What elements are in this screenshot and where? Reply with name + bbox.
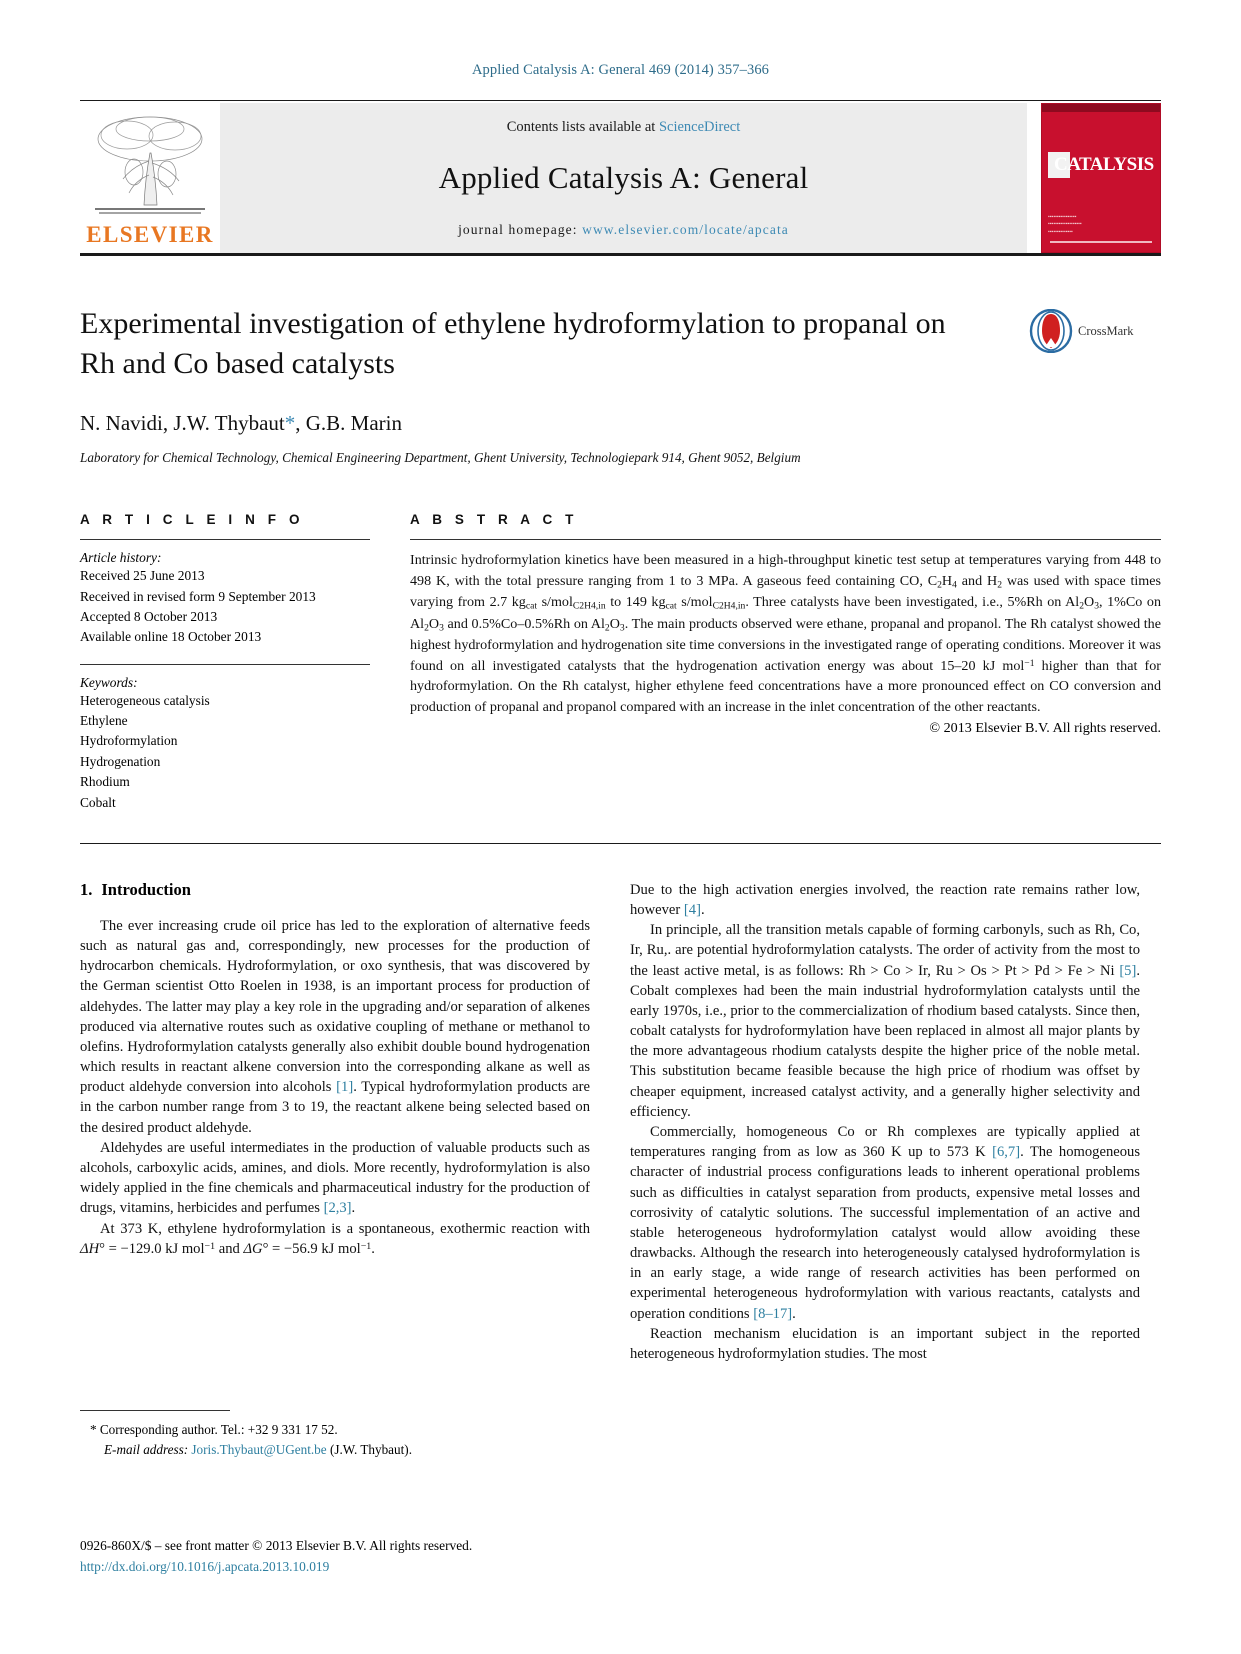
- gibbs-value: = −56.9 kJ mol: [268, 1240, 361, 1257]
- keyword-item: Hydrogenation: [80, 753, 161, 769]
- txt: H: [941, 572, 953, 589]
- journal-title: Applied Catalysis A: General: [438, 159, 809, 195]
- paragraph: [630, 920, 1140, 1122]
- keyword-item: Heterogeneous catalysis: [80, 692, 210, 708]
- cover-title-text: CATALYSIS: [1054, 154, 1154, 175]
- elsevier-logo: [80, 103, 220, 253]
- right-column: [630, 880, 1140, 1460]
- history-accepted: Accepted 8 October 2013: [80, 608, 218, 624]
- masthead-bottom-rule: [80, 253, 1161, 256]
- history-revised: Received in revised form 9 September 2013: [80, 588, 316, 604]
- txt: O: [428, 615, 440, 632]
- citation-link[interactable]: [6,7]: [992, 1144, 1021, 1161]
- authors-tail: , G.B. Marin: [295, 411, 402, 436]
- section-heading-introduction: [80, 880, 590, 900]
- abstract-copyright: © 2013 Elsevier B.V. All rights reserved.: [929, 719, 1161, 736]
- sub: C2H4,in: [712, 600, 746, 612]
- article-info-heading: A R T I C L E I N F O: [80, 512, 305, 528]
- running-head: Applied Catalysis A: General 469 (2014) 357–366: [471, 62, 770, 78]
- txt: O: [609, 615, 620, 632]
- affiliation: Laboratory for Chemical Technology, Chemical Engineering Department, Ghent University, Technologiepark 914, Ghent 9052, Belgium: [80, 450, 801, 466]
- elsevier-tree-icon: [87, 109, 213, 221]
- journal-homepage-link[interactable]: www.elsevier.com/locate/apcata: [582, 221, 789, 237]
- sub: C2H4,in: [572, 600, 606, 612]
- footnote-block: [80, 1410, 590, 1460]
- sub: cat: [665, 600, 677, 612]
- sub: 2: [604, 622, 610, 634]
- cover-bottom-line: [1050, 241, 1152, 243]
- txt: s/mol: [537, 594, 573, 611]
- paragraph: [630, 880, 1140, 920]
- sub: cat: [525, 600, 538, 612]
- txt: and 0.5%Co–0.5%Rh on Al: [443, 615, 605, 632]
- footnote-email-line: [90, 1440, 590, 1460]
- abstract-text: [410, 550, 1161, 718]
- txt: . Three catalysts have been investigated, i.e., 5%Rh on Al: [745, 594, 1080, 611]
- txt: .: [792, 1305, 796, 1322]
- footnote-text: Corresponding author. Tel.: +32 9 331 17 52.: [96, 1422, 338, 1438]
- txt: Due to the high activation energies involved, the reaction rate remains rather low, however: [630, 881, 1140, 919]
- sub: 3: [1094, 600, 1100, 612]
- citation-link[interactable]: [2,3]: [323, 1200, 352, 1217]
- email-link[interactable]: Joris.Thybaut@UGent.be: [191, 1442, 327, 1458]
- crossmark-icon: [1029, 309, 1073, 353]
- txt: and H: [956, 572, 998, 589]
- txt: s/mol: [676, 594, 713, 611]
- citation-link[interactable]: [1]: [336, 1079, 354, 1096]
- keywords-label: Keywords:: [80, 674, 138, 690]
- abstract-part3: higher than that for hydroformylation. On the Rh catalyst, higher ethylene feed concentrations have a more pronounced effect on CO conversion and production of propanal and propanol compared with an increase in the inlet concentration of the other reactants.: [410, 657, 1161, 716]
- left-column: [80, 880, 590, 1460]
- sub: 2: [937, 579, 942, 591]
- txt: Aldehydes are useful intermediates in the production of valuable products such as alcohols, carboxylic acids, amines, and diols. More recently, hydroformylation is also widely applied in the fine chemicals and pharmaceutical industry for the production of drugs, vitamins, herbicides and perfumes: [80, 1139, 590, 1217]
- abstract-heading: A B S T R A C T: [410, 512, 578, 528]
- sub: 2: [997, 579, 1002, 591]
- footnote-rule: [80, 1410, 230, 1411]
- citation-link[interactable]: [4]: [683, 902, 701, 919]
- masthead-top-rule: [80, 100, 1161, 101]
- issn-copyright-line: 0926-860X/$ – see front matter © 2013 Elsevier B.V. All rights reserved.: [80, 1538, 473, 1554]
- txt: to 149 kg: [605, 594, 666, 611]
- crossmark-badge[interactable]: [1029, 308, 1161, 354]
- article-history-label: Article history:: [80, 550, 162, 566]
- abstract-part2: . The main products observed were ethane, propanal and propanol. The Rh catalyst showed the highest hydroformylation and hydrogenation site time conversions in the investigated range of operating conditions. Moreover it was found on all investigated catalysts that the hydrogenation activation energy was about 15–20 kJ mol: [410, 615, 1161, 674]
- sup: −1: [204, 1240, 216, 1252]
- journal-cover-thumbnail: [1041, 103, 1161, 253]
- cover-filler-text: ▪▪▪▪▪▪▪▪▪▪▪▪▪▪▪▪ ▪▪▪▪▪▪▪▪▪▪▪▪▪▪▪▪▪▪▪ ▪▪▪▪▪▪▪▪▪▪▪▪▪▪: [1048, 214, 1082, 235]
- sciencedirect-link[interactable]: ScienceDirect: [658, 118, 741, 135]
- txt: .: [351, 1200, 356, 1217]
- footnote-marker: *: [90, 1422, 97, 1438]
- abstract-column: [410, 512, 1161, 813]
- txt: In principle, all the transition metals capable of forming carbonyls, such as Rh, Co, Ir, Ru,. are potential hydroformylation catalysts. The order of activity from the most to the least active metal, is as follows: Rh > Co > Ir, Ru > Os > Pt > Pd > Fe > Ni: [630, 922, 1140, 979]
- enthalpy-symbol: ΔH: [80, 1240, 100, 1257]
- citation-link[interactable]: [5]: [1119, 962, 1137, 979]
- txt: and: [215, 1240, 244, 1257]
- paragraph: [630, 1122, 1140, 1324]
- authors-main: N. Navidi, J.W. Thybaut: [80, 411, 285, 436]
- txt: The ever increasing crude oil price has led to the exploration of alternative feeds such as natural gas and, correspondingly, new processes for the production of hydrocarbon chemicals. Hydroformylation, or oxo synthesis, that was discovered by the German scientist Otto Roelen in 1938, is an important process for production of aldehydes. The latter may play a key role in the upgrading and/or separation of alkenes produced via alternative routes such as oxidative coupling of methane or methanol to olefins. Hydroformylation catalysts generally also exhibit double bound hydrogenation which results in reactant alkene conversion into the corresponding alkane as well as product aldehyde conversion into alcohols: [80, 917, 590, 1096]
- history-online: Available online 18 October 2013: [80, 629, 262, 645]
- journal-masthead: [80, 103, 1161, 253]
- abstract-part1: Intrinsic hydroformylation kinetics have been measured in a high-throughput kinetic test setup at temperatures varying from 448 to 498 K, with the total pressure ranging from 1 to 3 MPa. A gaseous feed containing CO, C: [410, 552, 1161, 589]
- txt: .: [700, 902, 705, 919]
- sub: 3: [619, 622, 625, 634]
- citation-link[interactable]: [8–17]: [753, 1305, 793, 1322]
- homepage-prefix: journal homepage:: [458, 221, 583, 237]
- body-columns: [80, 880, 1161, 1460]
- txt: At 373 K, ethylene hydroformylation is a spontaneous, exothermic reaction with: [100, 1220, 590, 1237]
- keyword-item: Ethylene: [80, 713, 128, 729]
- masthead-center-panel: [220, 103, 1027, 253]
- email-tail: (J.W. Thybaut).: [326, 1442, 412, 1458]
- contents-prefix: Contents lists available at: [506, 118, 659, 135]
- elsevier-wordmark: ELSEVIER: [86, 222, 214, 247]
- enthalpy-value: = −129.0 kJ mol: [104, 1240, 205, 1257]
- keyword-item: Rhodium: [80, 774, 130, 790]
- gibbs-symbol: ΔG: [243, 1240, 263, 1257]
- article-info-rule: [80, 539, 370, 540]
- sub: 2: [424, 622, 429, 634]
- txt: Commercially, homogeneous Co or Rh complexes are typically applied at temperatures ranging from as low as 360 K up to 573 K: [630, 1124, 1140, 1161]
- corresponding-author-marker[interactable]: *: [284, 411, 296, 436]
- contents-available-line: [507, 119, 741, 136]
- txt: , 1%Co on Al: [410, 594, 1161, 632]
- sub: 3: [439, 622, 444, 634]
- section-title-text: Introduction: [101, 879, 191, 899]
- paragraph: [80, 1138, 590, 1219]
- txt: .: [371, 1240, 375, 1257]
- txt: . The homogeneous character of industrial process configurations leads to inherent operational problems such as difficulties in catalyst separation from products, expensive metal losses and corrosivity of catalytic solutions. The successful implementation of an active and stable heterogeneous hydroformylation catalyst would allow avoiding these drawbacks. Although the research into heterogeneously catalysed hydroformylation is in an early stage, a wide range of research activities has been performed on experimental heterogeneous hydroformylation with various reactants, catalysts and operation conditions: [630, 1144, 1140, 1322]
- title-block: [80, 304, 1161, 466]
- journal-homepage-line: [458, 222, 789, 238]
- abstract-rule: [410, 539, 1161, 540]
- article-info-column: [80, 512, 370, 813]
- keyword-item: Hydroformylation: [80, 733, 178, 749]
- info-abstract-row: [80, 512, 1161, 813]
- txt: O: [1084, 594, 1095, 611]
- txt: Reaction mechanism elucidation is an important subject in the reported heterogeneous hydroformylation studies. The most: [630, 1325, 1140, 1362]
- paragraph-thermodynamics: [80, 1219, 590, 1259]
- paragraph: [80, 916, 590, 1138]
- degree: °: [99, 1240, 105, 1257]
- sup: −1: [1024, 657, 1035, 669]
- author-list: [80, 411, 1161, 436]
- sup: −1: [360, 1240, 372, 1252]
- section-number: 1.: [80, 879, 93, 899]
- abstract-bottom-rule: [80, 843, 1161, 844]
- paragraph: [630, 1324, 1140, 1364]
- keyword-item: Cobalt: [80, 794, 116, 810]
- cover-top-bar: [1042, 104, 1160, 112]
- degree: °: [262, 1240, 269, 1257]
- email-label: E-mail address:: [104, 1442, 189, 1458]
- page-footer: [80, 1536, 472, 1578]
- sub: 2: [1079, 600, 1085, 612]
- page-title: Experimental investigation of ethylene hydroformylation to propanal on Rh and Co based catalysts: [80, 307, 946, 380]
- sub: 4: [952, 579, 957, 591]
- doi-link[interactable]: http://dx.doi.org/10.1016/j.apcata.2013.10.019: [80, 1559, 330, 1575]
- crossmark-label: CrossMark: [1078, 323, 1134, 338]
- txt: . Cobalt complexes had been the main industrial hydroformylation catalysts until the early 1970s, i.e., prior to the commercialization of rhodium based catalysts. Since then, cobalt catalysts for hydroformylation have been replaced in almost all major plants by the more advantageous rhodium catalysts despite the higher price of the noble metal. This substitution became feasible because the high price of rhodium was offset by cheaper equipment, increased catalyst activity, and a generally higher selectivity and efficiency.: [630, 962, 1140, 1120]
- keywords-rule: [80, 664, 370, 665]
- txt: . Typical hydroformylation products are in the carbon number range from 3 to 19, the reactant alkene being selected based on the desired product aldehyde.: [80, 1079, 590, 1136]
- corresponding-author-footnote: [80, 1420, 590, 1460]
- txt: was used with space times varying from 2.7 kg: [410, 572, 1161, 611]
- history-received: Received 25 June 2013: [80, 568, 205, 584]
